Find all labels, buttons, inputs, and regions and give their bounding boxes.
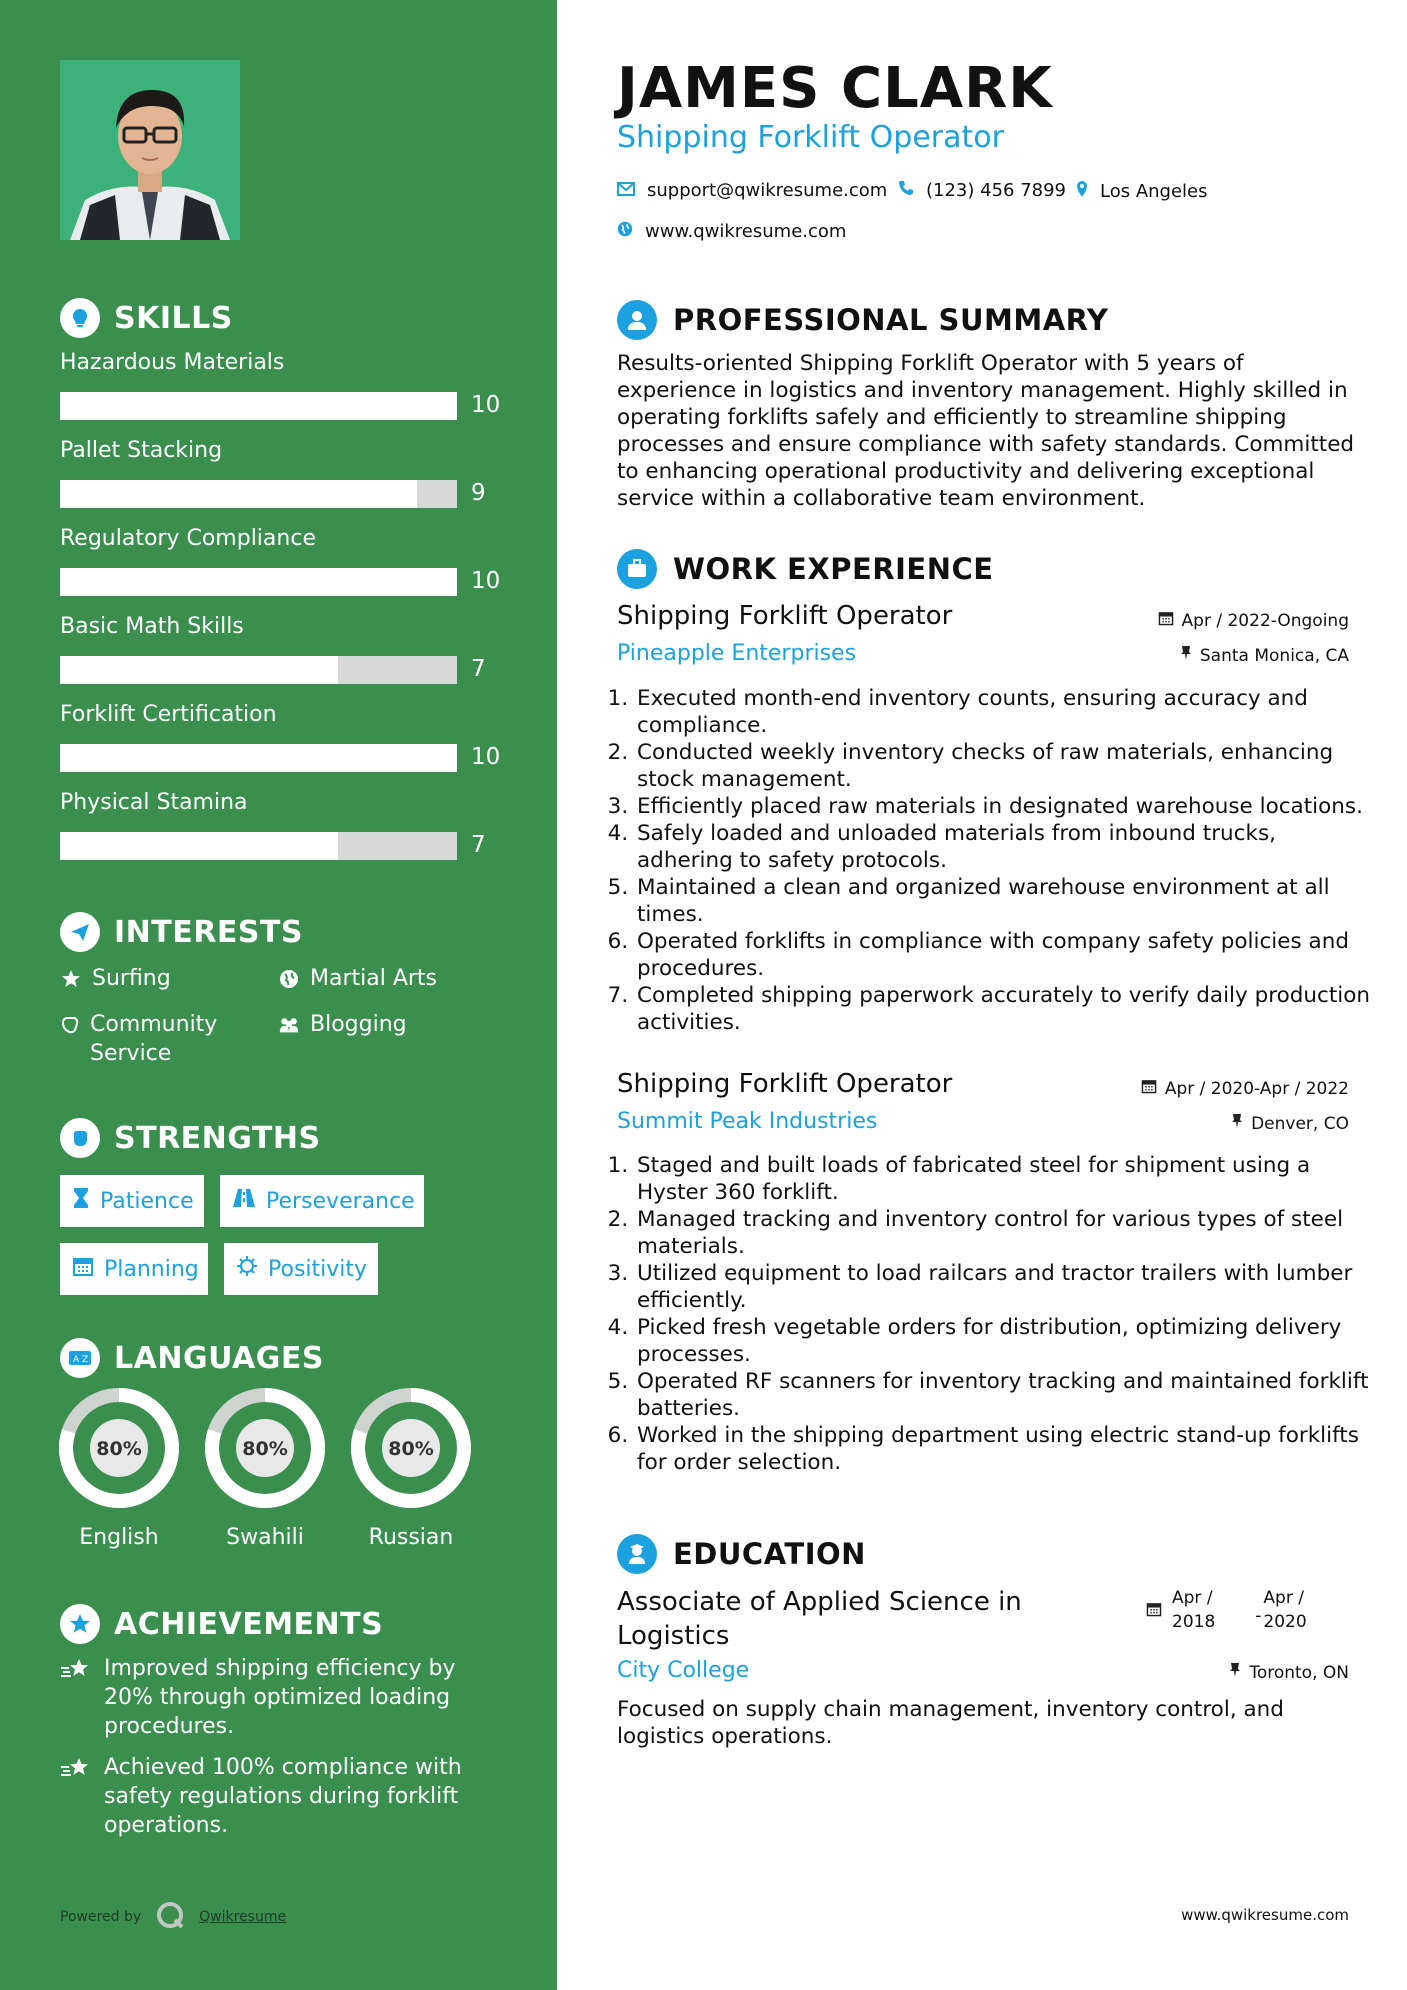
skills-heading [60, 298, 233, 338]
user-icon [617, 300, 657, 340]
interests-heading-text: INTERESTS [114, 914, 303, 950]
skill-bar-track [60, 480, 457, 508]
lightbulb-icon [60, 298, 100, 338]
skill-name: Physical Stamina [60, 790, 248, 815]
language-item [204, 1387, 326, 1550]
language-name: Swahili [226, 1525, 304, 1550]
phone-icon [898, 180, 914, 201]
interest-item [278, 1010, 407, 1039]
phone-text[interactable]: (123) 456 7899 [926, 180, 1067, 201]
briefcase-icon [617, 549, 657, 589]
group-icon [278, 1010, 300, 1039]
strengths-heading-text: STRENGTHS [114, 1120, 321, 1156]
profile-photo [60, 60, 240, 240]
skill-bar-track [60, 392, 457, 420]
skill-item [60, 438, 500, 506]
globe-icon [617, 221, 633, 242]
job-bullet: 5. Maintained a clean and organized warehouse environment at all times. [635, 874, 1375, 928]
job-dates-text: Apr / 2022-Ongoing [1181, 610, 1349, 631]
calendar-icon [1146, 1586, 1162, 1634]
calendar-icon [1158, 610, 1174, 631]
skill-bar-fill [60, 480, 417, 508]
job-bullets [610, 1152, 1375, 1476]
road-icon [232, 1188, 256, 1214]
interests-heading [60, 912, 303, 952]
fist-icon [60, 1118, 100, 1158]
footer-website[interactable]: www.qwikresume.com [1181, 1906, 1349, 1924]
language-ring [350, 1387, 472, 1509]
skill-value: 7 [471, 832, 486, 858]
job-bullet: 3. Utilized equipment to load railcars and tractor trailers with lumber efficiently. [635, 1260, 1375, 1314]
achievement-text: Achieved 100% compliance with safety regulations during forklift operations. [104, 1755, 462, 1838]
skill-bar-track [60, 832, 457, 860]
education-dates [1146, 1586, 1307, 1634]
skill-value: 10 [471, 744, 501, 770]
skill-item [60, 702, 501, 770]
svg-text:Z: Z [82, 1355, 89, 1365]
map-pin-icon [1076, 180, 1088, 203]
language-percent: 80% [242, 1438, 288, 1460]
powered-by-label: Powered by [60, 1909, 142, 1925]
strength-badge [60, 1175, 204, 1227]
achievements-heading [60, 1604, 383, 1644]
interest-item [278, 964, 437, 993]
language-name: English [79, 1525, 159, 1550]
job-location-text: Santa Monica, CA [1199, 645, 1349, 666]
skill-value: 10 [471, 392, 501, 418]
skill-bar-fill [60, 392, 457, 420]
skill-bar-fill [60, 656, 338, 684]
language-ring [204, 1387, 326, 1509]
location-contact [1076, 180, 1208, 203]
skill-item [60, 790, 500, 858]
interest-item [60, 1010, 240, 1068]
end-year: 2020 [1263, 1612, 1307, 1632]
job-company: Pineapple Enterprises [617, 641, 857, 666]
skill-item [60, 526, 501, 594]
phone-contact [898, 180, 1066, 201]
pushpin-icon [1180, 645, 1192, 666]
strength-label: Planning [104, 1256, 199, 1282]
language-name: Russian [368, 1525, 454, 1550]
star-badge-icon [60, 1604, 100, 1644]
candidate-name: JAMES CLARK [617, 56, 1053, 121]
skills-heading-text: SKILLS [114, 300, 233, 336]
education-location-text: Toronto, ON [1249, 1662, 1349, 1683]
pushpin-icon [1229, 1662, 1241, 1683]
strength-label: Positivity [268, 1256, 368, 1282]
graduate-icon [617, 1534, 657, 1574]
strength-badge [224, 1243, 378, 1295]
skill-value: 10 [471, 568, 501, 594]
degree-title [617, 1585, 1022, 1653]
summary-text: Results-oriented Shipping Forklift Operator with 5 years of experience in logistics and inventory management. Highly skilled in operating forklifts safely and efficiently to streamline shipping processes and ensure compliance with safety standards. Committed to enhancing operational productivity and delivering exceptional service within a collaborative team environment. [617, 351, 1355, 511]
job-bullet: 6. Operated forklifts in compliance with company safety policies and procedures. [635, 928, 1375, 982]
job-bullet: 5. Operated RF scanners for inventory tracking and maintained forklift batteries. [635, 1368, 1375, 1422]
job-dates-text: Apr / 2020-Apr / 2022 [1164, 1078, 1349, 1099]
school-name: City College [617, 1658, 750, 1683]
email-text[interactable]: support@qwikresume.com [647, 180, 888, 201]
strength-badge [220, 1175, 424, 1227]
start-year: 2018 [1172, 1612, 1216, 1632]
skill-name: Hazardous Materials [60, 350, 285, 375]
skill-bar-track [60, 656, 457, 684]
job-bullets [610, 685, 1375, 1036]
achievement-item [60, 1654, 500, 1741]
sun-icon [236, 1255, 258, 1283]
start-month: Apr / [1172, 1588, 1213, 1608]
education-heading-text: EDUCATION [673, 1537, 866, 1571]
job-location [1231, 1113, 1349, 1134]
language-ring [58, 1387, 180, 1509]
interest-label: Blogging [310, 1012, 407, 1037]
language-percent: 80% [96, 1438, 142, 1460]
skill-bar-fill [60, 832, 338, 860]
interest-item [60, 964, 171, 993]
skill-bar-track [60, 744, 457, 772]
degree-title-line: Associate of Applied Science in [617, 1587, 1022, 1617]
strength-badge [60, 1243, 208, 1295]
skill-name: Basic Math Skills [60, 614, 244, 639]
globe-icon [278, 964, 300, 993]
skill-bar-fill [60, 568, 457, 596]
job-bullet: 4. Picked fresh vegetable orders for distribution, optimizing delivery processes. [635, 1314, 1375, 1368]
experience-heading [617, 549, 994, 589]
website-text[interactable]: www.qwikresume.com [645, 221, 847, 242]
website-contact [617, 221, 846, 242]
achievements-heading-text: ACHIEVEMENTS [114, 1606, 384, 1642]
sidebar [0, 0, 557, 1990]
job-bullet: 3. Efficiently placed raw materials in designated warehouse locations. [635, 793, 1375, 820]
calendar-icon [1141, 1078, 1157, 1099]
hand-icon [60, 1010, 80, 1039]
job-bullet: 6. Worked in the shipping department using electric stand-up forklifts for order selection. [635, 1422, 1375, 1476]
achievement-item [60, 1753, 500, 1840]
hourglass-icon [72, 1187, 90, 1215]
summary-heading [617, 300, 1108, 340]
strength-label: Perseverance [266, 1188, 415, 1214]
svg-text:A: A [73, 1355, 80, 1365]
powered-by [60, 1900, 286, 1934]
job-title: Shipping Forklift Operator [617, 601, 953, 631]
skill-item [60, 614, 500, 682]
job-dates [1158, 610, 1349, 631]
job-title: Shipping Forklift Operator [617, 1069, 953, 1099]
language-icon [60, 1338, 100, 1378]
education-end [1263, 1586, 1306, 1634]
skill-name: Forklift Certification [60, 702, 277, 727]
shooting-star-icon [60, 1753, 94, 1840]
star-icon [60, 964, 82, 993]
qwikresume-link[interactable]: Qwikresume [199, 1909, 287, 1925]
skill-value: 7 [471, 656, 486, 682]
interest-label: Community Service [90, 1012, 218, 1066]
email-contact [617, 180, 887, 201]
experience-heading-text: WORK EXPERIENCE [673, 552, 994, 586]
interest-label: Surfing [92, 966, 171, 991]
job-location-text: Denver, CO [1251, 1113, 1349, 1134]
skill-item [60, 350, 501, 418]
language-item [350, 1387, 472, 1550]
job-dates [1141, 1078, 1349, 1099]
end-month: Apr / [1263, 1588, 1304, 1608]
languages-heading [60, 1338, 324, 1378]
job-bullet: 4. Safely loaded and unloaded materials from inbound trucks, adhering to safety protocols. [635, 820, 1375, 874]
summary-heading-text: PROFESSIONAL SUMMARY [673, 303, 1109, 337]
language-percent: 80% [388, 1438, 434, 1460]
job-bullet: 7. Completed shipping paperwork accurately to verify daily production activities. [635, 982, 1375, 1036]
calendar-icon [72, 1255, 94, 1283]
job-bullet: 2. Conducted weekly inventory checks of raw materials, enhancing stock management. [635, 739, 1375, 793]
education-heading [617, 1534, 866, 1574]
interest-label: Martial Arts [310, 966, 438, 991]
degree-title-line: Logistics [617, 1621, 730, 1651]
skill-value: 9 [471, 480, 486, 506]
qwikresume-logo-icon [155, 1900, 185, 1934]
job-location [1180, 645, 1349, 666]
location-text: Los Angeles [1100, 181, 1208, 202]
skill-bar-track [60, 568, 457, 596]
job-bullet: 1. Executed month-end inventory counts, ensuring accuracy and compliance. [635, 685, 1375, 739]
strength-label: Patience [100, 1188, 194, 1214]
language-item [58, 1387, 180, 1550]
job-company: Summit Peak Industries [617, 1109, 878, 1134]
skill-bar-fill [60, 744, 457, 772]
job-bullet: 2. Managed tracking and inventory control for various types of steel materials. [635, 1206, 1375, 1260]
job-bullet: 1. Staged and built loads of fabricated steel for shipment using a Hyster 360 forklift. [635, 1152, 1375, 1206]
education-location [1229, 1662, 1349, 1683]
shooting-star-icon [60, 1654, 94, 1741]
paper-plane-icon [60, 912, 100, 952]
date-dash: - [1255, 1606, 1262, 1626]
education-description: Focused on supply chain management, inventory control, and logistics operations. [617, 1697, 1284, 1749]
skill-name: Regulatory Compliance [60, 526, 316, 551]
envelope-icon [617, 180, 635, 201]
candidate-role: Shipping Forklift Operator [617, 120, 1004, 155]
achievement-text: Improved shipping efficiency by 20% through optimized loading procedures. [104, 1656, 456, 1739]
languages-heading-text: LANGUAGES [114, 1340, 324, 1376]
strengths-heading [60, 1118, 321, 1158]
education-start [1172, 1586, 1215, 1634]
pushpin-icon [1231, 1113, 1243, 1134]
skill-name: Pallet Stacking [60, 438, 223, 463]
